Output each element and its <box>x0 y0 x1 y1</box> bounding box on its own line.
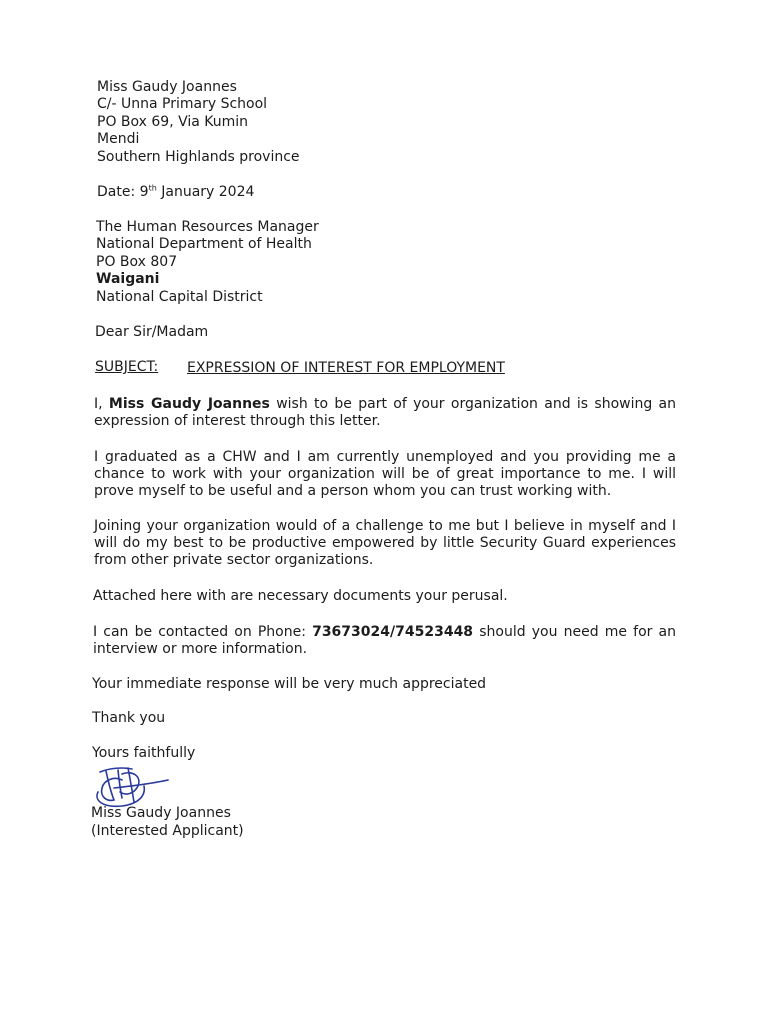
paragraph-text: should you need me for an interview or more information. <box>93 624 676 657</box>
signatory-role: (Interested Applicant) <box>91 823 244 839</box>
paragraph-attachments: Attached here with are necessary documents your perusal. <box>93 588 508 604</box>
paragraph-intro <box>94 396 676 430</box>
phone-number: 73673024/74523448 <box>312 624 474 640</box>
paragraph-text: I, <box>94 396 109 412</box>
date-suffix: th <box>148 183 157 193</box>
paragraph-motivation: Joining your organization would of a challenge to me but I believe in myself and I will do my best to be productive empowered by little Security Guard experiences from other private sector organizations. <box>94 518 676 568</box>
date-label: Date: <box>97 184 136 200</box>
thank-you: Thank you <box>92 710 166 726</box>
paragraph-text: I can be contacted on Phone: <box>93 624 313 640</box>
paragraph-contact <box>93 624 676 658</box>
subject-label: SUBJECT: <box>95 359 159 375</box>
sender-line: Southern Highlands province <box>97 149 300 165</box>
letter-date <box>97 184 254 201</box>
salutation: Dear Sir/Madam <box>95 324 209 340</box>
recipient-line: PO Box 807 <box>96 254 178 270</box>
paragraph-background: I graduated as a CHW and I am currently unemployed and you providing me a chance to work with your organization will be of great importance to me. I will prove myself to be useful and a person whom you can trust working with. <box>94 449 676 499</box>
sender-name: Miss Gaudy Joannes <box>97 79 237 95</box>
subject-text: EXPRESSION OF INTEREST FOR EMPLOYMENT <box>187 360 505 376</box>
paragraph-response: Your immediate response will be very much appreciated <box>92 676 487 692</box>
date-month-year: January 2024 <box>161 184 255 200</box>
valediction: Yours faithfully <box>92 745 196 761</box>
applicant-name: Miss Gaudy Joannes <box>108 396 270 412</box>
recipient-city: Waigani <box>96 271 160 287</box>
signatory-name: Miss Gaudy Joannes <box>91 805 231 821</box>
recipient-line: The Human Resources Manager <box>96 219 319 235</box>
recipient-region: National Capital District <box>96 289 263 305</box>
recipient-line: National Department of Health <box>96 236 312 252</box>
signature-image <box>92 762 174 810</box>
sender-line: C/- Unna Primary School <box>97 96 268 112</box>
date-day: 9 <box>139 184 149 200</box>
sender-line: PO Box 69, Via Kumin <box>97 114 249 130</box>
paragraph-text: wish to be part of your organization and is showing an expression of interest through this letter. <box>94 396 677 429</box>
sender-line: Mendi <box>97 131 140 147</box>
